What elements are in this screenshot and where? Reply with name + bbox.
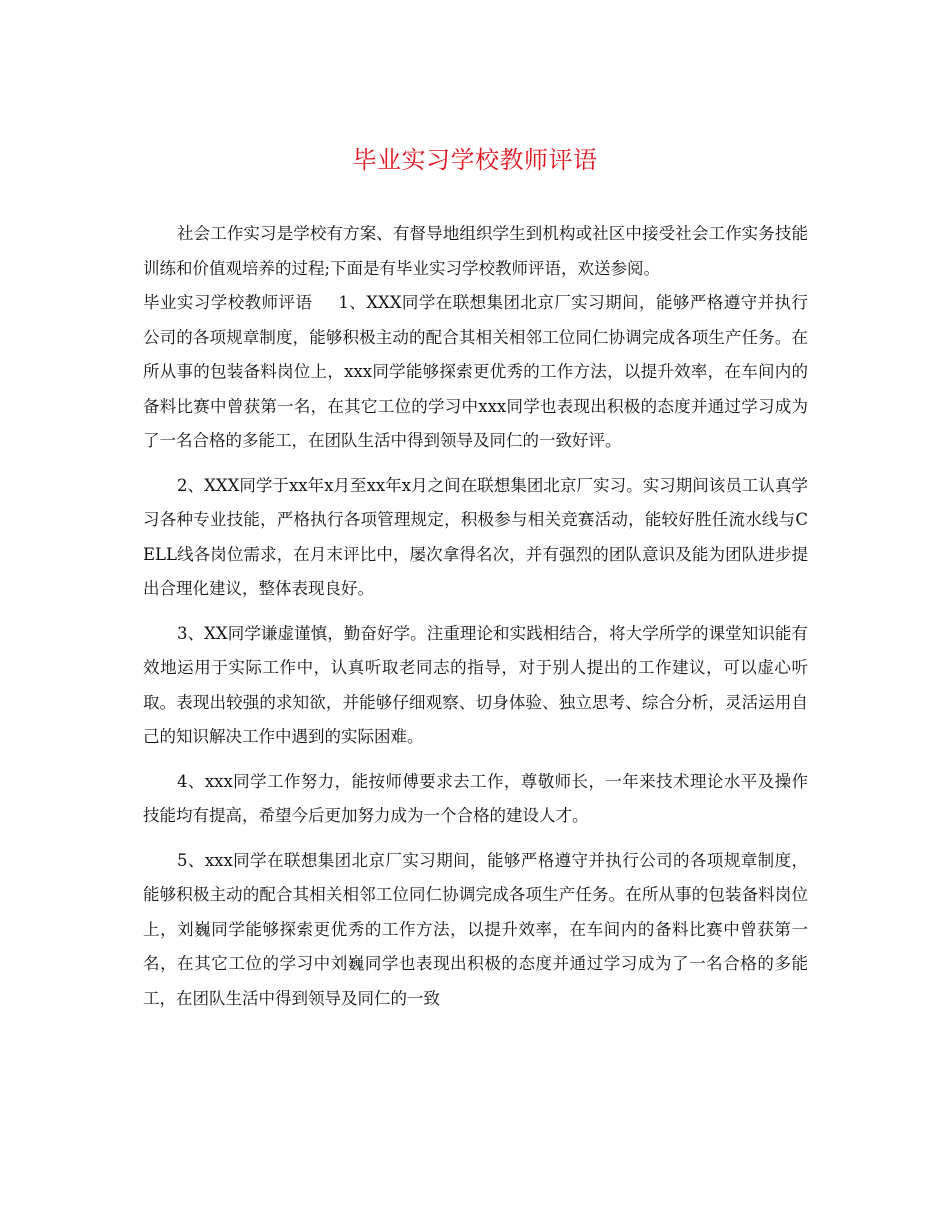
intro-paragraph: 社会工作实习是学校有方案、有督导地组织学生到机构或社区中接受社会工作实务技能训练和价值观培养的过程;下面是有毕业实习学校教师评语，欢送参阅。 [143, 224, 808, 278]
comment-paragraph-3: 3、XX同学谦虚谨慎，勤奋好学。注重理论和实践相结合，将大学所学的课堂知识能有效地运用于实际工作中，认真听取老同志的指导，对于别人提出的工作建议，可以虚心听取。表现出较强的求知欲，并能够仔细观察、切身体验、独立思考、综合分析，灵活运用自己的知识解决工作中遇到的实际困难。 [143, 623, 808, 746]
section-heading: 毕业实习学校教师评语 [143, 293, 313, 312]
comment-paragraph-4: 4、xxx同学工作努力，能按师傅要求去工作，尊敬师长，一年来技术理论水平及操作技能均有提高，希望今后更加努力成为一个合格的建设人才。 [143, 771, 808, 825]
document-title: 毕业实习学校教师评语 [352, 146, 598, 174]
document-body [143, 217, 808, 1026]
comment-paragraph-5: 5、xxx同学在联想集团北京厂实习期间，能够严格遵守并执行公司的各项规章制度，能够积极主动的配合其相关相邻工位同仁协调完成各项生产任务。在所从事的包装备料岗位上，刘巍同学能够探索更优秀的工作方法，以提升效率，在车间内的备料比赛中曾获第一名，在其它工位的学习中刘巍同学也表现出积极的态度并通过学习成为了一名合格的多能工，在团队生活中得到领导及同仁的一致 [143, 850, 808, 1008]
comment-paragraph-1 [143, 286, 808, 459]
comment-paragraph-2: 2、XXX同学于xx年x月至xx年x月之间在联想集团北京厂实习。实习期间该员工认真学习各种专业技能，严格执行各项管理规定，积极参与相关竞赛活动，能较好胜任流水线与CELL线各岗位需求，在月末评比中，屡次拿得名次，并有强烈的团队意识及能为团队进步提出合理化建议，整体表现良好。 [143, 475, 808, 598]
comment-1-text: 1、XXX同学在联想集团北京厂实习期间，能够严格遵守并执行公司的各项规章制度，能够积极主动的配合其相关相邻工位同仁协调完成各项生产任务。在所从事的包装备料岗位上，xxx同学能够探索更优秀的工作方法，以提升效率，在车间内的备料比赛中曾获第一名，在其它工位的学习中xxx同学也表现出积极的态度并通过学习成为了一名合格的多能工，在团队生活中得到领导及同仁的一致好评。 [143, 293, 808, 450]
